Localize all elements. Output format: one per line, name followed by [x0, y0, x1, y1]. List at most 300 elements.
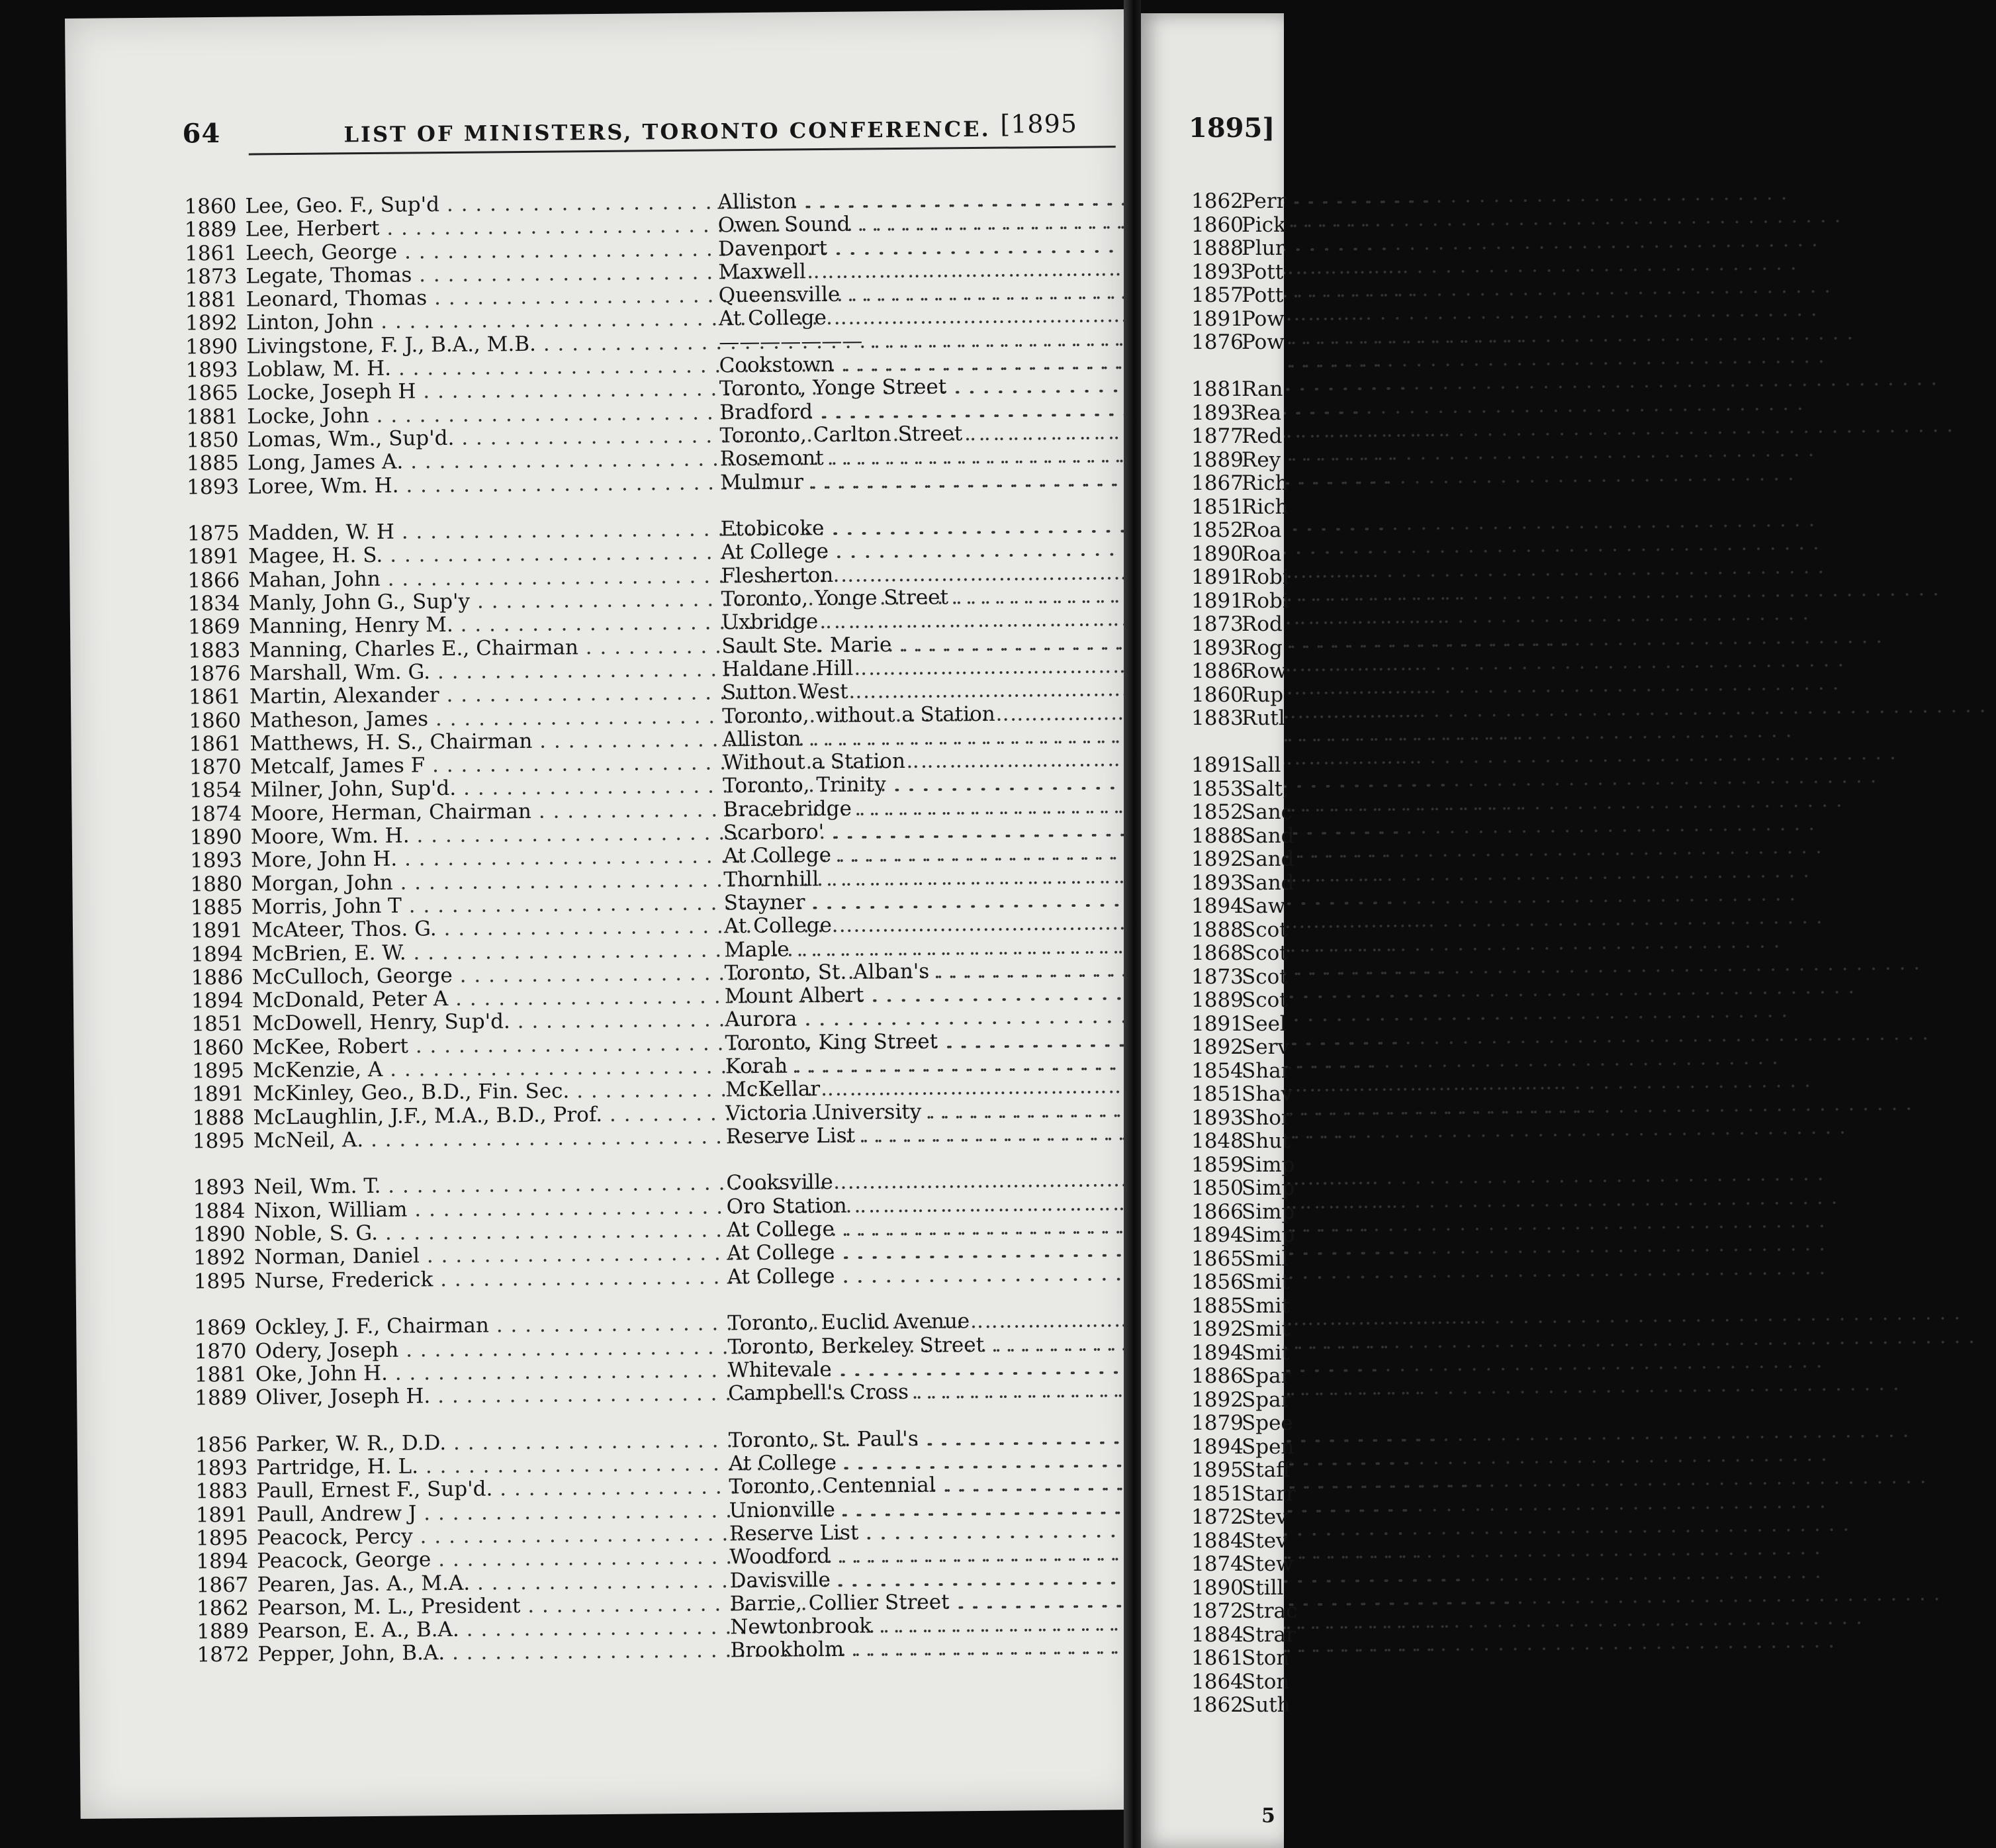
- entry-year: 1869: [194, 1315, 247, 1340]
- entry-name: Matheson, James . . .: [250, 704, 697, 732]
- entry-year: 1860: [1191, 212, 1244, 237]
- entry-year: 1879: [1191, 1411, 1244, 1435]
- entry-year: 1854: [189, 778, 242, 803]
- entry-year: 1885: [186, 451, 239, 476]
- entry-year: 1851: [1191, 1082, 1244, 1106]
- entry-station: Maxwell . . .: [718, 257, 1122, 284]
- entry-name-fragment: Pick: [1242, 212, 1286, 237]
- minister-entry-fragment: [1191, 1505, 1297, 1529]
- entry-year: 1892: [1191, 847, 1244, 871]
- entry-station: Rosemont . . .: [720, 443, 1124, 471]
- entry-year: 1892: [185, 311, 238, 336]
- entry-station: Reserve List . . .: [729, 1518, 1133, 1546]
- minister-entry-fragment: [1191, 565, 1297, 589]
- minister-entry-fragment: [1191, 1458, 1297, 1482]
- entry-name: Mahan, John . . .: [248, 564, 696, 592]
- entry-station: Toronto, Centennial . . .: [729, 1471, 1132, 1499]
- entry-station: At College . . .: [727, 1262, 1130, 1289]
- right-page: [1141, 13, 1298, 1848]
- entry-year: 1888: [1191, 823, 1244, 848]
- entry-year: 1873: [185, 264, 238, 289]
- entry-name: Milner, John, Sup'd. . . .: [250, 774, 698, 802]
- entry-name-fragment: Starr: [1242, 1481, 1296, 1506]
- entry-name-fragment: Simp: [1242, 1152, 1295, 1177]
- entry-name-fragment: Robi: [1242, 588, 1289, 613]
- minister-entry-fragment: [1191, 307, 1297, 331]
- entry-year: 1893: [1191, 1105, 1244, 1130]
- entry-year: 1876: [188, 661, 241, 686]
- entry-name-fragment: Plur: [1242, 236, 1285, 260]
- entry-year: 1850: [1191, 1176, 1244, 1200]
- minister-entry-fragment: [1191, 1482, 1297, 1506]
- entry-year: 1889: [1191, 447, 1244, 472]
- minister-entry-fragment: [1191, 495, 1297, 519]
- entry-name-fragment: Strac: [1242, 1599, 1298, 1623]
- minister-entry-fragment: [1191, 283, 1297, 307]
- entry-year: 1891: [1191, 1011, 1244, 1036]
- entry-name: Pearson, E. A., B.A. . . .: [257, 1616, 705, 1643]
- entry-station: Woodford . . .: [729, 1542, 1133, 1569]
- entry-year: 1891: [187, 545, 240, 569]
- entry-year: 1853: [1191, 776, 1244, 801]
- entry-year: 1864: [1191, 1669, 1244, 1694]
- entry-name-fragment: Spee: [1242, 1411, 1293, 1435]
- entry-year: 1891: [190, 918, 244, 943]
- minister-entry-fragment: [1191, 636, 1297, 660]
- entry-station: Flesherton . . .: [721, 561, 1124, 588]
- entry-name-fragment: Ran: [1242, 377, 1283, 401]
- entry-year: 1874: [1191, 1552, 1244, 1576]
- entry-name-fragment: Spar: [1242, 1364, 1291, 1388]
- minister-entry-fragment: [1191, 189, 1297, 213]
- entry-station: Davenport . . .: [718, 234, 1122, 261]
- entry-year: 1862: [1191, 189, 1244, 213]
- entry-station: Maple . . .: [724, 935, 1128, 962]
- entry-name-fragment: Saw: [1242, 894, 1286, 918]
- minister-entry-fragment: [1191, 1364, 1297, 1388]
- entry-year: 1883: [188, 638, 241, 663]
- entry-name: Leech, George . . .: [246, 237, 693, 265]
- minister-entry-fragment: [1191, 1129, 1297, 1153]
- entry-year: 1890: [1191, 1575, 1244, 1600]
- entry-name: Oliver, Joseph H. . . .: [255, 1382, 703, 1410]
- entry-year: 1872: [1191, 1599, 1244, 1623]
- minister-entry-fragment: [1191, 1388, 1297, 1412]
- entry-station: At College . . .: [721, 537, 1124, 565]
- minister-entry-fragment: [1191, 1035, 1297, 1059]
- entry-station: Barrie, Collier Street . . .: [730, 1589, 1134, 1616]
- entry-name-fragment: Sand: [1242, 823, 1294, 848]
- entry-year: 1889: [195, 1385, 248, 1410]
- entry-name-fragment: Robi: [1242, 565, 1289, 589]
- minister-entry-fragment: [1191, 1693, 1297, 1717]
- entry-station: Haldane Hill . . .: [721, 654, 1125, 681]
- minister-entry-fragment: [1191, 401, 1297, 425]
- entry-station: Without a Station . . .: [723, 747, 1126, 774]
- entry-year: 1860: [184, 194, 237, 219]
- minister-entry-fragment: [1191, 589, 1297, 613]
- entry-year: 1886: [1191, 1364, 1244, 1388]
- entry-name-fragment: Smit: [1242, 1340, 1291, 1365]
- entry-year: 1892: [1191, 1387, 1244, 1412]
- minister-entry-fragment: [1191, 824, 1297, 848]
- entry-name: Pearson, M. L., President . . .: [257, 1592, 705, 1620]
- entry-name-fragment: Sall: [1242, 753, 1281, 777]
- entry-station: Cookstown . . .: [719, 350, 1122, 377]
- entry-year: 1889: [1191, 988, 1244, 1012]
- entry-station: At College . . .: [719, 304, 1122, 331]
- entry-station: Toronto, Berkeley Street . . .: [727, 1332, 1131, 1359]
- entry-station: At College . . .: [723, 841, 1127, 868]
- entry-year: 1893: [1191, 635, 1244, 660]
- entry-year: 1881: [1191, 377, 1244, 401]
- entry-year: 1874: [189, 802, 242, 827]
- minister-entry-fragment: [1191, 1270, 1297, 1294]
- entry-year: 1895: [1191, 1458, 1244, 1482]
- entry-year: 1886: [191, 965, 244, 990]
- entry-name: Odery, Joseph . . .: [255, 1335, 702, 1363]
- right-minister-list: [1191, 189, 1297, 1717]
- entry-station: Toronto, St. Paul's . . .: [729, 1425, 1132, 1452]
- entry-name: Norman, Daniel . . .: [254, 1242, 702, 1270]
- entry-name-fragment: Stev: [1242, 1528, 1288, 1553]
- entry-year: 1860: [1191, 682, 1244, 707]
- entry-name: McKinley, Geo., B.D., Fin. Sec. . . .: [253, 1078, 700, 1106]
- entry-name-fragment: Rey: [1242, 447, 1281, 472]
- entry-year: 1860: [189, 708, 242, 733]
- minister-entry-fragment: [1191, 965, 1297, 989]
- minister-entry-fragment: [1191, 1082, 1297, 1106]
- entry-name-fragment: Shav: [1242, 1082, 1293, 1106]
- entry-year: 1850: [186, 428, 239, 453]
- entry-name: McNeil, A. . . .: [253, 1125, 701, 1153]
- entry-year: 1859: [1191, 1152, 1244, 1177]
- entry-year: 1894: [1191, 1223, 1244, 1247]
- entry-year: 1890: [193, 1222, 246, 1247]
- entry-name: Pepper, John, B.A. . . .: [257, 1639, 705, 1667]
- entry-name-fragment: Rea: [1242, 400, 1282, 425]
- entry-name-fragment: Ston: [1242, 1669, 1290, 1694]
- entry-name-fragment: Pow: [1242, 306, 1285, 331]
- entry-name: Ockley, J. F., Chairman . . .: [255, 1312, 702, 1340]
- entry-year: 1880: [190, 872, 243, 897]
- entry-year: 1883: [1191, 706, 1244, 730]
- entry-station: At College . . .: [729, 1448, 1132, 1475]
- entry-name-fragment: Smil: [1242, 1246, 1289, 1271]
- entry-name-fragment: Perr: [1242, 189, 1287, 213]
- entry-station: Uxbridge . . .: [721, 607, 1125, 634]
- entry-station: Korah . . .: [725, 1051, 1129, 1078]
- entry-station: Toronto, King Street . . .: [725, 1028, 1128, 1055]
- entry-year: 1884: [1191, 1622, 1244, 1647]
- entry-year: 1891: [1191, 306, 1244, 331]
- minister-entry-fragment: [1191, 1576, 1297, 1600]
- minister-entry-fragment: [1191, 753, 1297, 777]
- entry-name-fragment: Scot: [1242, 941, 1288, 965]
- minister-entry-fragment: [1191, 1599, 1297, 1623]
- entry-name-fragment: Rutl: [1242, 706, 1285, 730]
- entry-name-fragment: Shor: [1242, 1105, 1291, 1130]
- book-gutter: [1124, 0, 1141, 1848]
- entry-name-fragment: Still: [1242, 1575, 1284, 1600]
- entry-year: 1872: [1191, 1505, 1244, 1529]
- minister-list: [184, 187, 1150, 1667]
- entry-station: Alliston . . .: [717, 187, 1121, 214]
- entry-name-fragment: Serv: [1242, 1035, 1289, 1059]
- entry-station: Queensville . . .: [719, 280, 1122, 307]
- entry-name: Marshall, Wm. G. . . .: [249, 658, 696, 686]
- entry-year: 1861: [189, 731, 242, 757]
- entry-name: McCulloch, George . . .: [251, 961, 699, 989]
- entry-name-fragment: Staff: [1242, 1458, 1291, 1482]
- entry-year: 1884: [1191, 1528, 1244, 1553]
- right-running-year: 1895]: [1189, 113, 1275, 144]
- entry-station: Toronto, Carlton Street . . .: [719, 420, 1123, 447]
- entry-station: At College . . .: [727, 1215, 1130, 1242]
- entry-year: 1893: [1191, 259, 1244, 284]
- entry-name-fragment: Sand: [1242, 847, 1294, 871]
- page-number: 64: [182, 117, 221, 150]
- minister-entry-fragment: [1191, 800, 1297, 824]
- entry-name-fragment: Scot: [1242, 964, 1288, 989]
- entry-name: Lomas, Wm., Sup'd. . . .: [247, 424, 694, 452]
- entry-name-fragment: Row: [1242, 659, 1287, 683]
- entry-year: 1892: [193, 1246, 246, 1270]
- entry-name: Matthews, H. S., Chairman . . .: [250, 728, 697, 756]
- entry-year: 1881: [194, 1362, 247, 1387]
- entry-name: Manly, John G., Sup'y . . .: [249, 588, 696, 616]
- entry-year: 1869: [187, 615, 241, 639]
- entry-name-fragment: Shar: [1242, 1058, 1291, 1083]
- entry-name-fragment: Pott: [1242, 259, 1284, 284]
- entry-year: 1881: [186, 404, 239, 430]
- minister-entry-fragment: [1191, 988, 1297, 1012]
- entry-station: Cooksville . . .: [726, 1168, 1130, 1195]
- entry-year: 1867: [1191, 471, 1244, 495]
- entry-name: Locke, John . . .: [247, 400, 694, 428]
- minister-entry-fragment: [1191, 1153, 1297, 1177]
- running-title: LIST OF MINISTERS, TORONTO CONFERENCE.: [343, 116, 991, 148]
- entry-year: 1890: [189, 825, 242, 850]
- entry-name-fragment: Rich: [1242, 471, 1289, 495]
- entry-year: 1885: [190, 895, 243, 920]
- entry-station: Unionville . . .: [729, 1495, 1133, 1522]
- minister-entry-fragment: [1191, 1670, 1297, 1694]
- entry-name: Nixon, William . . .: [254, 1195, 702, 1223]
- entry-name-fragment: Simp: [1242, 1199, 1295, 1224]
- minister-entry-fragment: [1191, 448, 1297, 472]
- entry-name: Lee, Herbert . . .: [246, 214, 693, 242]
- entry-year: 1894: [1191, 894, 1244, 918]
- entry-year: 1891: [1191, 588, 1244, 613]
- entry-year: 1851: [1191, 494, 1244, 519]
- entry-name-fragment: Sand: [1242, 870, 1294, 895]
- entry-year: 1888: [192, 1105, 245, 1130]
- entry-year: 1891: [1191, 753, 1244, 777]
- entry-name: Lee, Geo. F., Sup'd . . .: [245, 191, 692, 218]
- minister-entry-fragment: [1191, 1435, 1297, 1459]
- minister-entry-fragment: [1191, 659, 1297, 683]
- entry-name: Partridge, H. L. . . .: [256, 1452, 703, 1480]
- entry-year: 1889: [197, 1619, 250, 1644]
- minister-entry-fragment: [1191, 518, 1297, 542]
- entry-year: 1894: [1191, 1434, 1244, 1459]
- entry-name-fragment: Red: [1242, 424, 1283, 448]
- entry-station: Toronto, without a Station . . .: [722, 701, 1126, 728]
- entry-name: Martin, Alexander . . .: [250, 681, 697, 709]
- entry-year: 1872: [197, 1643, 250, 1667]
- group-gap: [1191, 730, 1297, 754]
- entry-year: 1868: [1191, 941, 1244, 965]
- minister-entry-fragment: [1191, 1247, 1297, 1271]
- entry-year: 1862: [1191, 1693, 1244, 1717]
- entry-year: 1867: [196, 1573, 249, 1597]
- entry-year: 1861: [188, 684, 242, 710]
- entry-year: 1894: [1191, 1340, 1244, 1365]
- entry-name: McKee, Robert . . .: [252, 1031, 700, 1059]
- entry-station: Campbell's Cross . . .: [728, 1378, 1132, 1405]
- entry-year: 1886: [1191, 659, 1244, 683]
- minister-entry-fragment: [1191, 1059, 1297, 1083]
- entry-year: 1848: [1191, 1129, 1244, 1153]
- entry-year: 1884: [193, 1199, 246, 1224]
- minister-entry-fragment: [1191, 612, 1297, 636]
- entry-station: Bracebridge . . .: [723, 794, 1126, 821]
- entry-name-fragment: Stev: [1242, 1505, 1288, 1529]
- minister-entry-fragment: [1191, 1341, 1297, 1365]
- minister-entry-fragment: [1191, 941, 1297, 965]
- minister-entry-fragment: [1191, 1529, 1297, 1553]
- minister-entry-fragment: [1191, 1317, 1297, 1341]
- entry-station: Toronto, Euclid Avenue . . .: [727, 1308, 1131, 1335]
- entry-name-fragment: Rup: [1242, 682, 1284, 707]
- entry-station: Toronto, Yonge Street . . .: [721, 584, 1125, 611]
- entry-year: 1851: [1191, 1481, 1244, 1506]
- entry-year: 1865: [185, 381, 239, 406]
- entry-station: At College . . .: [727, 1238, 1130, 1265]
- entry-station: Mount Albert . . .: [725, 981, 1128, 1008]
- entry-year: 1883: [195, 1479, 248, 1504]
- entry-name: Long, James A. . . .: [248, 447, 695, 475]
- entry-name: McBrien, E. W. . . .: [251, 938, 699, 966]
- entry-year: 1876: [1191, 330, 1244, 354]
- minister-entry-fragment: [1191, 871, 1297, 895]
- minister-entry-fragment: [1191, 1294, 1297, 1318]
- entry-name: Manning, Henry M. . . .: [249, 611, 696, 639]
- minister-entry-fragment: [1191, 777, 1297, 801]
- entry-year: 1893: [189, 849, 243, 873]
- entry-station: ——————— . . .: [719, 327, 1122, 354]
- entry-station: Etobicoke . . .: [721, 514, 1124, 541]
- entry-station: Aurora . . .: [725, 1004, 1128, 1031]
- minister-entry-fragment: [1191, 1200, 1297, 1224]
- entry-name: McDowell, Henry, Sup'd. . . .: [252, 1008, 700, 1036]
- entry-name: Nurse, Frederick . . .: [254, 1265, 702, 1293]
- entry-name: Oke, John H. . . .: [255, 1359, 703, 1387]
- entry-name-fragment: Roa: [1242, 541, 1282, 566]
- entry-year: 1895: [192, 1129, 245, 1154]
- entry-year: 1875: [187, 521, 240, 546]
- entry-name: Noble, S. G. . . .: [254, 1219, 702, 1246]
- minister-entry-fragment: [1191, 1411, 1297, 1435]
- entry-station: Toronto, Trinity . . .: [723, 770, 1126, 798]
- entry-year: 1895: [195, 1526, 249, 1551]
- entry-name-fragment: Strar: [1242, 1622, 1296, 1647]
- entry-year: 1865: [1191, 1246, 1244, 1271]
- entry-year: 1892: [1191, 1317, 1244, 1341]
- entry-year: 1885: [1191, 1293, 1244, 1318]
- entry-name-fragment: Ston: [1242, 1646, 1290, 1670]
- minister-entry-fragment: [1191, 706, 1297, 730]
- entry-name: McKenzie, A . . .: [253, 1055, 700, 1083]
- entry-name-fragment: Rich: [1242, 494, 1289, 519]
- entry-year: 1889: [184, 218, 237, 242]
- entry-year: 1890: [1191, 541, 1244, 566]
- entry-name: Metcalf, James F . . .: [250, 751, 698, 779]
- entry-name-fragment: Roa: [1242, 518, 1282, 542]
- entry-year: 1852: [1191, 800, 1244, 824]
- minister-entry-fragment: [1191, 1012, 1297, 1036]
- entry-station: Stayner . . .: [724, 888, 1128, 915]
- minister-entry-fragment: [1191, 1646, 1297, 1670]
- entry-year: 1895: [191, 1058, 244, 1084]
- right-page-footer: 5: [1261, 1804, 1275, 1827]
- entry-name: Linton, John . . .: [246, 307, 694, 335]
- entry-year: 1894: [196, 1549, 249, 1574]
- entry-name-fragment: Rog: [1242, 635, 1283, 660]
- entry-name-fragment: Rod: [1242, 612, 1283, 636]
- entry-year: 1851: [191, 1012, 244, 1037]
- entry-year: 1888: [1191, 236, 1244, 260]
- minister-entry-fragment: [1191, 260, 1297, 284]
- entry-year: 1881: [185, 287, 238, 312]
- entry-name: Madden, W. H . . .: [248, 518, 696, 545]
- entry-name-fragment: Pow: [1242, 330, 1285, 354]
- entry-station: Newtonbrook . . .: [730, 1612, 1134, 1639]
- entry-station: Davisville . . .: [729, 1565, 1133, 1593]
- entry-station: Toronto, St. Alban's . . .: [724, 958, 1128, 985]
- entry-name: Neil, Wm. T. . . .: [253, 1172, 701, 1199]
- minister-entry-fragment: [1191, 683, 1297, 707]
- entry-year: 1890: [185, 334, 238, 359]
- entry-name: Morris, John T . . .: [251, 892, 699, 919]
- entry-year: 1893: [185, 357, 238, 383]
- entry-year: 1866: [1191, 1199, 1244, 1224]
- entry-name-fragment: Seel: [1242, 1011, 1287, 1036]
- entry-year: 1873: [1191, 964, 1244, 989]
- left-page: [65, 9, 1140, 1819]
- entry-name-fragment: Pott: [1242, 283, 1284, 307]
- entry-station: McKellar . . .: [725, 1074, 1129, 1101]
- entry-station: Sault Ste. Marie . . .: [721, 631, 1125, 658]
- entry-station: Oro Station . . .: [727, 1191, 1130, 1219]
- entry-name: Loree, Wm. H. . . .: [248, 471, 695, 498]
- entry-year: 1861: [1191, 1646, 1244, 1670]
- entry-year: 1856: [1191, 1270, 1244, 1294]
- entry-name-fragment: Suth: [1242, 1693, 1291, 1717]
- entry-name: Loblaw, M. H. . . .: [246, 354, 694, 382]
- entry-year: 1852: [1191, 518, 1244, 542]
- minister-entry-fragment: [1191, 894, 1297, 918]
- entry-year: 1873: [1191, 612, 1244, 636]
- entry-year: 1888: [1191, 917, 1244, 942]
- minister-entry-fragment: [1191, 377, 1297, 401]
- entry-name: McLaughlin, J.F., M.A., B.D., Prof. . . .: [253, 1101, 700, 1129]
- entry-station: Mulmur . . .: [720, 467, 1124, 494]
- minister-entry-fragment: [1191, 424, 1297, 448]
- entry-name: Manning, Charles E., Chairman . . .: [249, 634, 696, 662]
- entry-station: Whitevale . . .: [728, 1355, 1132, 1382]
